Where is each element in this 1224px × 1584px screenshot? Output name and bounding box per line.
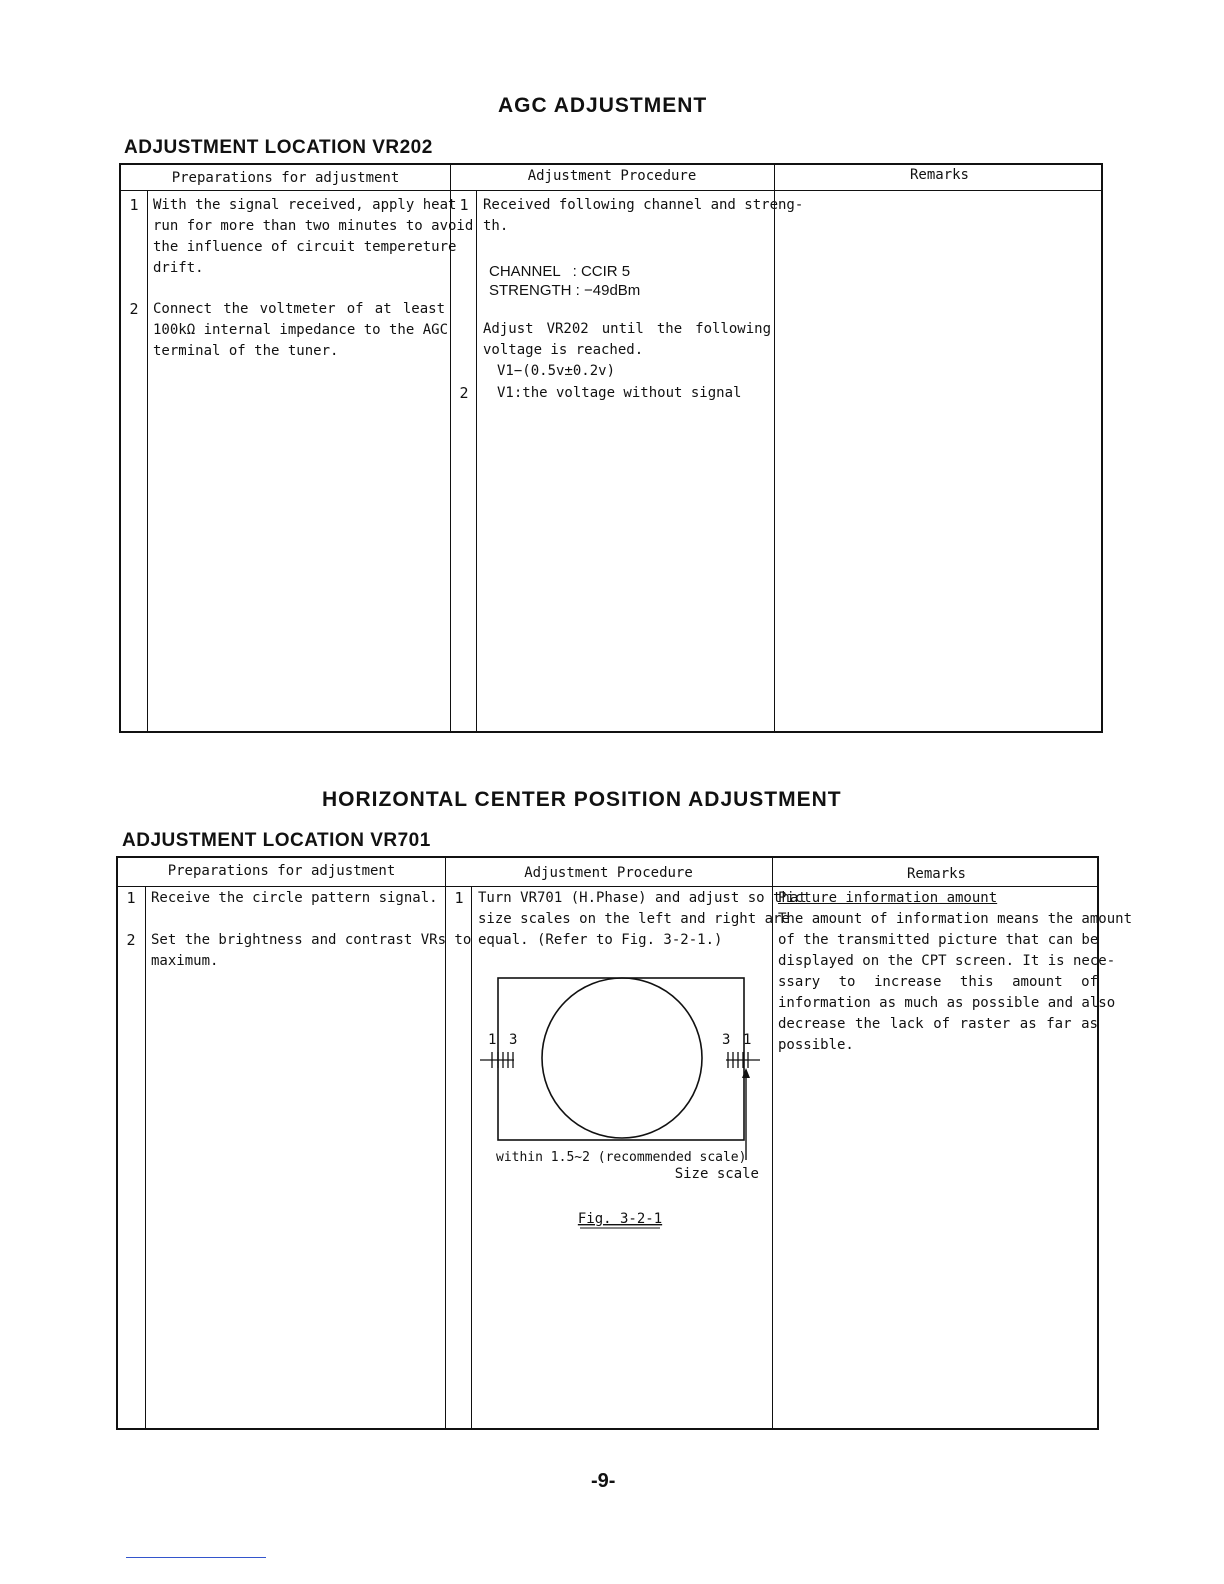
bottom-rule [126,1557,266,1558]
right-scale-label-1: 1 [743,1032,752,1048]
agc-prep-num-1: 1 [129,196,139,214]
size-scale-label: Size scale [674,1166,759,1182]
agc-prep-num-2: 2 [129,300,139,318]
horizontal-header-proc: Adjustment Procedure [524,865,693,881]
agc-proc-1-line: Received following channel and streng- [483,197,804,213]
horizontal-prep-num-1: 1 [126,889,136,907]
horizontal-location-heading: ADJUSTMENT LOCATION VR701 [122,830,431,851]
screen-frame [498,978,744,1140]
horizontal-proc-1-line: Turn VR701 (H.Phase) and adjust so that [478,890,807,906]
test-circle [542,978,702,1138]
agc-proc-num-1: 1 [459,196,469,214]
right-size-scale [726,1052,760,1068]
agc-prep-1-line: With the signal received, apply heat [153,197,457,213]
horizontal-prep-2-line: Set the brightness and contrast VRs to [151,932,472,948]
agc-adjust-line: Adjust VR202 until the following [483,321,771,337]
figure-caption: Fig. 3-2-1 [577,1211,663,1227]
remarks-line: decrease the lack of raster as far as [778,1016,1098,1032]
page-number: -9- [591,1470,616,1492]
agc-header-remarks: Remarks [909,167,969,183]
agc-prep-1-line: run for more than two minutes to avoid [153,218,474,234]
horizontal-prep-num-2: 2 [126,931,136,949]
agc-prep-2-line: Connect the voltmeter of at least [153,301,445,317]
agc-proc-1-line: th. [483,218,509,234]
left-size-scale [480,1052,514,1068]
horizontal-prep-1: Receive the circle pattern signal. [151,890,438,906]
agc-strength: STRENGTH : −49dBm [489,282,641,299]
agc-adjust-line: voltage is reached. [483,342,644,358]
agc-prep-2 [153,299,449,362]
agc-prep-1-line: drift. [153,260,204,276]
within-label: within 1.5~2 (recommended scale) [496,1150,747,1165]
left-scale-label-3: 3 [509,1032,518,1048]
agc-prep-2-line: terminal of the tuner. [153,343,339,359]
horizontal-prep-2-line: maximum. [151,953,219,969]
remarks-body [778,909,1133,1056]
agc-prep-2-line: 100kΩ internal impedance to the AGC [153,322,449,338]
left-scale-label-1: 1 [488,1032,497,1048]
agc-header-proc: Adjustment Procedure [527,168,697,184]
agc-proc-1 [483,195,804,237]
remarks-heading: Picture information amount [778,890,998,906]
horizontal-proc-1 [478,888,807,951]
horizontal-title: HORIZONTAL CENTER POSITION ADJUSTMENT [322,788,842,811]
horizontal-prep-2 [151,930,472,972]
remarks-line: ssary to increase this amount of [778,974,1098,990]
agc-proc-num-2: 2 [459,384,469,402]
agc-header-prep: Preparations for adjustment [171,170,400,186]
agc-location-heading: ADJUSTMENT LOCATION VR202 [124,137,433,158]
horizontal-header-remarks: Remarks [906,866,966,882]
agc-prep-1 [153,195,474,279]
right-scale-label-3: 3 [722,1032,731,1048]
agc-formula: V1−(0.5v±0.2v) [497,363,616,379]
horizontal-proc-1-line: size scales on the left and right are [478,911,790,927]
remarks-line: possible. [778,1037,854,1053]
horizontal-header-prep: Preparations for adjustment [167,863,396,879]
remarks-line: The amount of information means the amount [778,911,1133,927]
agc-prep-1-line: the influence of circuit tempereture [153,239,457,255]
agc-table [119,163,1103,733]
remarks-line: information as much as possible and also [778,995,1116,1011]
circle-pattern-figure [470,970,770,1240]
agc-channel: CHANNEL : CCIR 5 [489,263,631,280]
remarks-line: displayed on the CPT screen. It is nece- [778,953,1116,969]
agc-title: AGC ADJUSTMENT [498,94,708,117]
agc-adjust [483,319,771,361]
horizontal-proc-num-1: 1 [454,889,464,907]
agc-v1-note: V1:the voltage without signal [497,385,742,401]
horizontal-proc-1-line: equal. (Refer to Fig. 3-2-1.) [478,932,723,948]
remarks-line: of the transmitted picture that can be [778,932,1099,948]
